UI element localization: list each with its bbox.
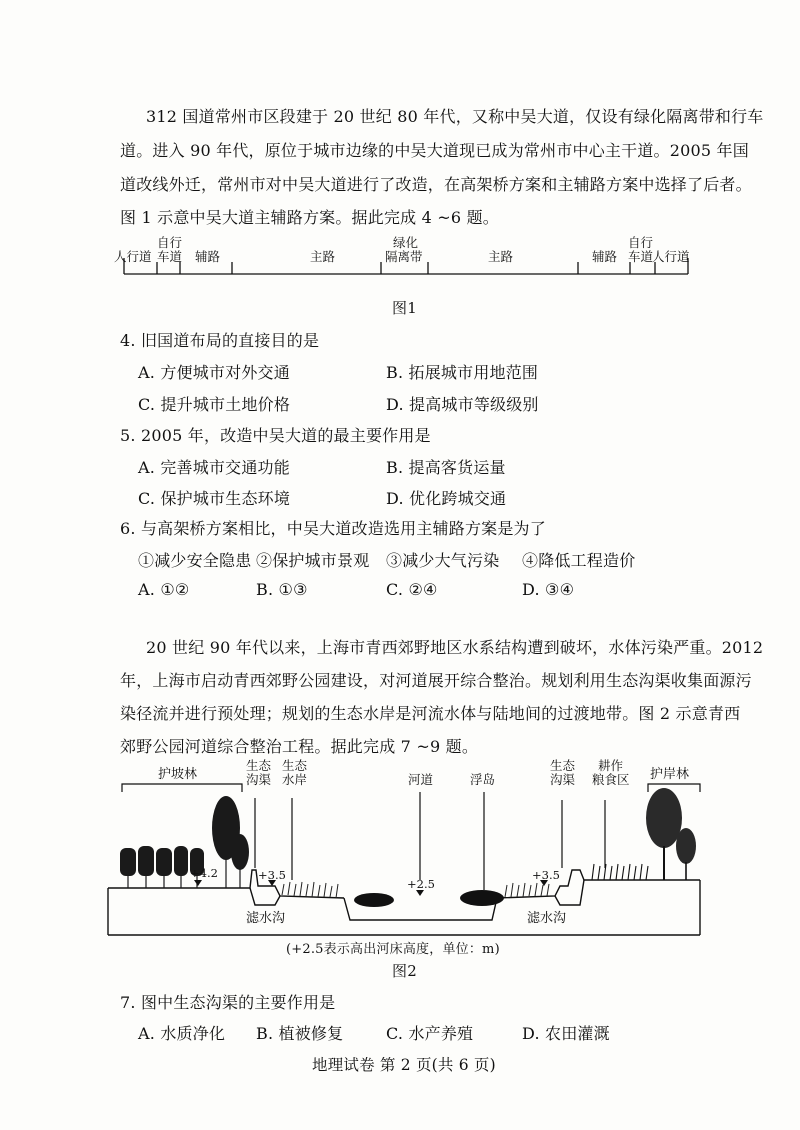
label-slope-forest: 护坡林 <box>158 767 198 782</box>
floating-island <box>460 890 504 906</box>
q5-option-d[interactable]: D. 优化跨城交通 <box>386 489 507 508</box>
paragraph-2-line-2: 年，上海市启动青西郊野公园建设，对河道展开综合整治。规划利用生态沟渠收集面源污 <box>120 671 752 690</box>
q4-option-d[interactable]: D. 提高城市等级级别 <box>386 395 539 414</box>
paragraph-1-line-2: 道。进入 90 年代，原位于城市边缘的中吴大道现已成为常州市中心主干道。2005 年国 <box>120 141 749 160</box>
label-main-road-right: 主路 <box>488 249 514 264</box>
label-elev-3-5-left: +3.5 <box>258 868 286 882</box>
q7-stem: 7. 图中生态沟渠的主要作用是 <box>120 993 336 1012</box>
q5-option-a[interactable]: A. 完善城市交通功能 <box>138 458 290 477</box>
label-bike-lane-right-1: 自行 <box>628 235 654 250</box>
paragraph-1-line-1: 312 国道常州市区段建于 20 世纪 80 年代，又称中吴大道，仅设有绿化隔离带和行车 <box>146 107 764 126</box>
label-floating-island: 浮岛 <box>470 772 496 787</box>
label-filter-ditch-left: 滤水沟 <box>246 911 286 926</box>
q6-stem: 6. 与高架桥方案相比，中吴大道改造选用主辅路方案是为了 <box>120 519 546 538</box>
label-eco-ditch-left-1: 生态 <box>246 758 272 773</box>
label-elev-3-5-right: +3.5 <box>532 868 560 882</box>
bank-forest-trees <box>646 788 696 880</box>
q6-option-b[interactable]: B. ①③ <box>256 580 308 599</box>
q5-option-c[interactable]: C. 保护城市生态环境 <box>138 489 291 508</box>
bank-forest-bracket <box>648 784 700 792</box>
q5-stem: 5. 2005 年，改造中吴大道的最主要作用是 <box>120 426 431 445</box>
q6-item-1: ①减少安全隐患 <box>138 551 252 570</box>
label-aux-road-left: 辅路 <box>195 249 221 264</box>
label-eco-bank-2: 水岸 <box>282 772 308 787</box>
label-main-road-left: 主路 <box>310 249 336 264</box>
q6-option-d[interactable]: D. ③④ <box>522 580 575 599</box>
q7-option-a[interactable]: A. 水质净化 <box>138 1024 226 1043</box>
page-footer: 地理试卷 第 2 页(共 6 页) <box>312 1056 496 1074</box>
q4-option-c[interactable]: C. 提升城市土地价格 <box>138 395 291 414</box>
q6-option-a[interactable]: A. ①② <box>138 580 190 599</box>
paragraph-1-line-4: 图 1 示意中吴大道主辅路方案。据此完成 4 ~6 题。 <box>120 208 499 227</box>
q4-option-b[interactable]: B. 拓展城市用地范围 <box>386 363 539 382</box>
q6-item-3: ③减少大气污染 <box>386 551 500 570</box>
paragraph-2-line-1: 20 世纪 90 年代以来，上海市青西郊野地区水系结构遭到破坏，水体污染严重。2012 <box>146 638 764 657</box>
label-bike-lane-left-2: 车道 <box>157 249 183 264</box>
label-green-belt-1: 绿化 <box>393 235 419 250</box>
label-eco-ditch-right-1: 生态 <box>550 758 576 773</box>
label-filter-ditch-right: 滤水沟 <box>527 911 567 926</box>
q6-item-4: ④降低工程造价 <box>522 551 636 570</box>
paragraph-1-line-3: 道改线外迁，常州市对中吴大道进行了改造，在高架桥方案和主辅路方案中选择了后者。 <box>120 175 752 194</box>
paragraph-2-line-4: 郊野公园河道综合整治工程。据此完成 7 ~9 题。 <box>120 737 479 756</box>
figure-1-caption: 图1 <box>392 299 417 317</box>
label-eco-ditch-left-2: 沟渠 <box>246 772 272 787</box>
figure-2-caption: 图2 <box>392 962 417 980</box>
slope-forest-trees <box>120 796 249 876</box>
label-farmland-1: 耕作 <box>598 758 624 773</box>
label-eco-bank-1: 生态 <box>282 758 308 773</box>
q6-option-c[interactable]: C. ②④ <box>386 580 438 599</box>
label-farmland-2: 粮食区 <box>592 772 630 787</box>
label-bank-forest: 护岸林 <box>650 767 690 782</box>
label-river: 河道 <box>408 772 434 787</box>
paragraph-2-line-3: 染径流并进行预处理；规划的生态水岸是河流水体与陆地间的过渡地带。图 2 示意青西 <box>120 704 741 723</box>
q4-option-a[interactable]: A. 方便城市对外交通 <box>138 363 290 382</box>
label-elev-2-5: +2.5 <box>407 877 435 891</box>
eco-bank-reeds <box>282 882 338 898</box>
right-bank-reeds <box>505 883 549 897</box>
left-floating-mat <box>354 893 394 907</box>
label-green-belt-2: 隔离带 <box>385 249 423 264</box>
label-eco-ditch-right-2: 沟渠 <box>550 772 576 787</box>
q7-option-c[interactable]: C. 水产养殖 <box>386 1024 474 1043</box>
q7-option-b[interactable]: B. 植被修复 <box>256 1024 344 1043</box>
q4-stem: 4. 旧国道布局的直接目的是 <box>120 331 320 350</box>
slope-forest-bracket <box>122 784 242 792</box>
q5-option-b[interactable]: B. 提高客货运量 <box>386 458 506 477</box>
label-bike-lane-left-1: 自行 <box>157 235 183 250</box>
label-sidewalk-left: 人行道 <box>114 249 152 264</box>
label-elev-4-2: +4.2 <box>190 866 218 880</box>
farmland-crops <box>592 864 648 880</box>
label-bike-lane-right-2: 车道 <box>628 249 654 264</box>
q6-item-2: ②保护城市景观 <box>256 551 370 570</box>
label-aux-road-right: 辅路 <box>592 249 618 264</box>
figure-2-note: (+2.5表示高出河床高度，单位：m) <box>286 942 500 957</box>
q7-option-d[interactable]: D. 农田灌溉 <box>522 1024 610 1043</box>
label-sidewalk-right: 人行道 <box>652 249 690 264</box>
